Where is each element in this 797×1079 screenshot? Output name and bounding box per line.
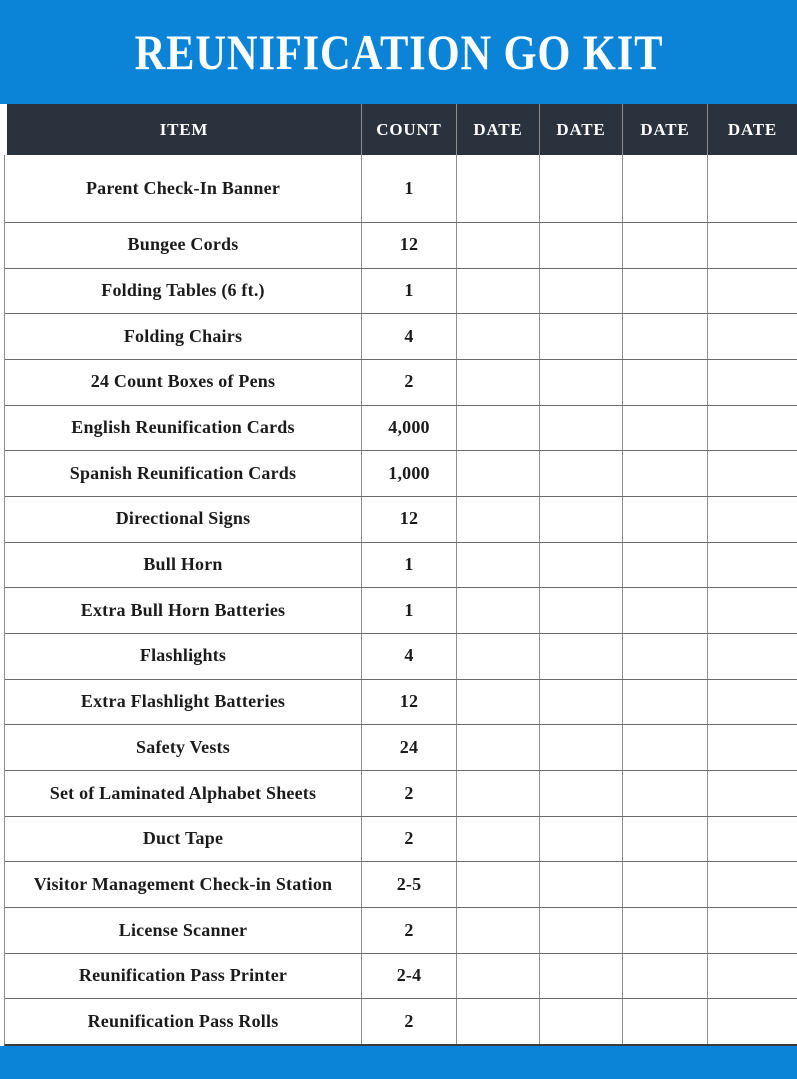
count-cell: 2-5	[362, 862, 457, 907]
count-cell: 1	[362, 155, 457, 222]
date-cell-empty	[623, 314, 708, 359]
item-name-cell: Folding Tables (6 ft.)	[5, 269, 362, 314]
date-cell-empty	[540, 155, 623, 222]
date-cell-empty	[540, 817, 623, 862]
table-row	[5, 223, 797, 269]
table-row	[5, 999, 797, 1044]
count-cell: 1	[362, 543, 457, 588]
item-name-cell: Duct Tape	[5, 817, 362, 862]
date-cell-empty	[623, 954, 708, 999]
item-name-cell: Extra Flashlight Batteries	[5, 680, 362, 725]
date-cell-empty	[457, 817, 540, 862]
date-cell-empty	[708, 999, 797, 1044]
count-cell: 2	[362, 771, 457, 816]
column-header-count: COUNT	[362, 104, 457, 155]
date-cell-empty	[708, 725, 797, 770]
date-cell-empty	[457, 862, 540, 907]
date-cell-empty	[540, 543, 623, 588]
item-name-cell: Extra Bull Horn Batteries	[5, 588, 362, 633]
date-cell-empty	[708, 588, 797, 633]
item-name-cell: Reunification Pass Printer	[5, 954, 362, 999]
item-name-cell: Bungee Cords	[5, 223, 362, 268]
item-name-cell: Set of Laminated Alphabet Sheets	[5, 771, 362, 816]
page-title: REUNIFICATION GO KIT	[134, 24, 663, 80]
table-row	[5, 725, 797, 771]
table-row	[5, 634, 797, 680]
date-cell-empty	[623, 451, 708, 496]
count-cell: 2	[362, 999, 457, 1044]
date-cell-empty	[540, 862, 623, 907]
date-cell-empty	[457, 680, 540, 725]
column-header-date-3: DATE	[623, 104, 708, 155]
table-row	[5, 588, 797, 634]
date-cell-empty	[457, 155, 540, 222]
date-cell-empty	[623, 817, 708, 862]
date-cell-empty	[623, 497, 708, 542]
date-cell-empty	[457, 908, 540, 953]
date-cell-empty	[623, 223, 708, 268]
table-row	[5, 771, 797, 817]
count-cell: 2-4	[362, 954, 457, 999]
date-cell-empty	[623, 771, 708, 816]
table-row	[5, 406, 797, 452]
date-cell-empty	[457, 451, 540, 496]
date-cell-empty	[540, 771, 623, 816]
date-cell-empty	[708, 771, 797, 816]
date-cell-empty	[708, 862, 797, 907]
count-cell: 4,000	[362, 406, 457, 451]
column-header-date-4: DATE	[727, 119, 778, 139]
count-cell: 1	[362, 588, 457, 633]
date-cell-empty	[457, 360, 540, 405]
date-cell-empty	[623, 862, 708, 907]
table-row	[5, 497, 797, 543]
count-cell: 12	[362, 497, 457, 542]
table-row	[5, 680, 797, 726]
item-name-cell: License Scanner	[5, 908, 362, 953]
date-cell-empty	[457, 954, 540, 999]
date-cell-empty	[623, 725, 708, 770]
date-cell-empty	[623, 269, 708, 314]
date-cell-empty	[457, 497, 540, 542]
date-cell-empty	[708, 406, 797, 451]
date-cell-empty	[457, 223, 540, 268]
date-cell-empty	[457, 999, 540, 1044]
column-header-date-2: DATE	[540, 104, 623, 155]
date-cell-empty	[708, 314, 797, 359]
date-cell-empty	[540, 360, 623, 405]
date-cell-empty	[457, 406, 540, 451]
item-name-cell: Flashlights	[5, 634, 362, 679]
table-row	[5, 954, 797, 1000]
count-cell: 2	[362, 908, 457, 953]
table-row	[5, 269, 797, 315]
date-cell-empty	[708, 680, 797, 725]
date-cell-empty	[540, 451, 623, 496]
date-cell-empty	[457, 771, 540, 816]
date-cell-empty	[540, 497, 623, 542]
date-cell-empty	[623, 543, 708, 588]
count-cell: 12	[362, 680, 457, 725]
column-header-item: ITEM	[7, 104, 362, 155]
item-name-cell: Bull Horn	[5, 543, 362, 588]
column-header-date-1: DATE	[457, 104, 540, 155]
count-cell: 2	[362, 817, 457, 862]
date-cell-empty	[623, 634, 708, 679]
date-cell-empty	[540, 725, 623, 770]
date-cell-empty	[540, 908, 623, 953]
date-cell-empty	[623, 999, 708, 1044]
date-cell-empty	[540, 269, 623, 314]
table-header-row	[7, 104, 797, 155]
table-row	[5, 543, 797, 589]
date-cell-empty	[623, 155, 708, 222]
footer-bar	[0, 1046, 797, 1079]
count-cell: 4	[362, 314, 457, 359]
date-cell-empty	[457, 725, 540, 770]
date-cell-empty	[708, 817, 797, 862]
item-name-cell: 24 Count Boxes of Pens	[5, 360, 362, 405]
table-row	[5, 908, 797, 954]
table-row	[5, 155, 797, 223]
count-cell: 1	[362, 269, 457, 314]
date-cell-empty	[708, 497, 797, 542]
date-cell-empty	[540, 588, 623, 633]
date-cell-empty	[708, 223, 797, 268]
date-cell-empty	[708, 954, 797, 999]
date-cell-empty	[708, 451, 797, 496]
date-cell-empty	[708, 634, 797, 679]
item-name-cell: Spanish Reunification Cards	[5, 451, 362, 496]
date-cell-empty	[623, 908, 708, 953]
date-cell-empty	[457, 543, 540, 588]
date-cell-empty	[708, 155, 797, 222]
date-cell-empty	[623, 680, 708, 725]
title-banner	[0, 0, 797, 104]
date-cell-empty	[540, 223, 623, 268]
item-name-cell: Visitor Management Check-in Station	[5, 862, 362, 907]
count-cell: 2	[362, 360, 457, 405]
count-cell: 12	[362, 223, 457, 268]
date-cell-empty	[540, 954, 623, 999]
date-cell-empty	[623, 360, 708, 405]
date-cell-empty	[708, 269, 797, 314]
date-cell-empty	[623, 406, 708, 451]
date-cell-empty	[540, 634, 623, 679]
date-cell-empty	[708, 543, 797, 588]
count-cell: 4	[362, 634, 457, 679]
item-name-cell: Directional Signs	[5, 497, 362, 542]
date-cell-empty	[457, 588, 540, 633]
date-cell-empty	[457, 314, 540, 359]
date-cell-empty	[623, 588, 708, 633]
date-cell-empty	[540, 999, 623, 1044]
table-row	[5, 314, 797, 360]
date-cell-empty	[457, 634, 540, 679]
table-body	[4, 155, 797, 1046]
item-name-cell: Folding Chairs	[5, 314, 362, 359]
date-cell-empty	[708, 360, 797, 405]
count-cell: 24	[362, 725, 457, 770]
count-cell: 1,000	[362, 451, 457, 496]
table-row	[5, 862, 797, 908]
date-cell-empty	[708, 908, 797, 953]
item-name-cell: Parent Check-In Banner	[5, 155, 362, 222]
item-name-cell: Safety Vests	[5, 725, 362, 770]
date-cell-empty	[540, 680, 623, 725]
date-cell-empty	[540, 314, 623, 359]
table-row	[5, 360, 797, 406]
date-cell-empty	[540, 406, 623, 451]
table-row	[5, 451, 797, 497]
table-row	[5, 817, 797, 863]
item-name-cell: Reunification Pass Rolls	[5, 999, 362, 1044]
date-cell-empty	[457, 269, 540, 314]
item-name-cell: English Reunification Cards	[5, 406, 362, 451]
